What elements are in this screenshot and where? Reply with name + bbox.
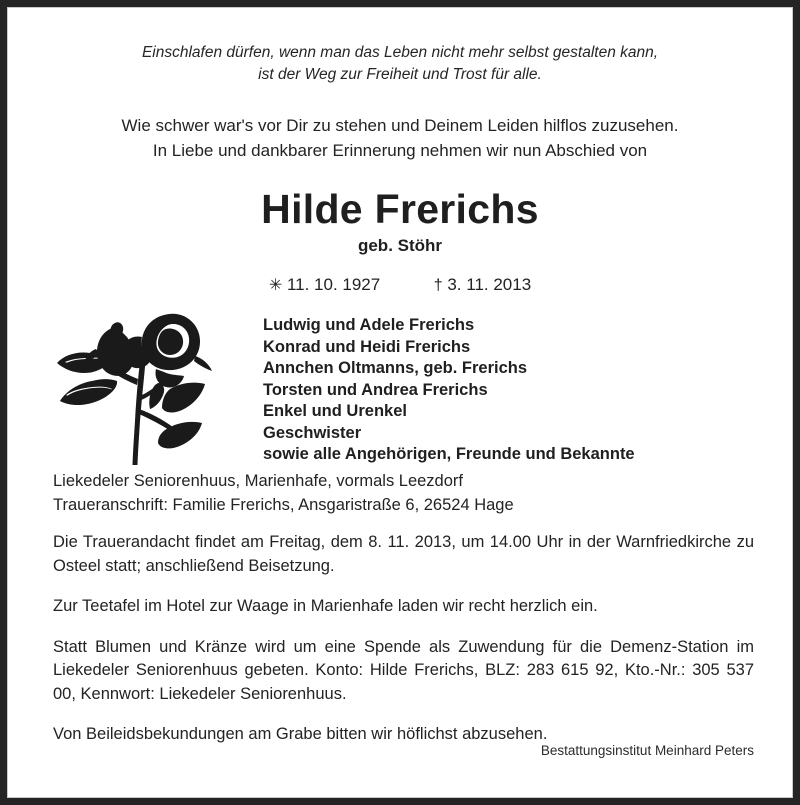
name-block: [8, 186, 792, 257]
death-date: 3. 11. 2013: [447, 275, 532, 294]
condolence-notice: Von Beileidsbekundungen am Grabe bitten wir höflichst abzusehen.: [53, 725, 548, 743]
epigraph: [8, 42, 792, 86]
middle-section: [8, 315, 792, 485]
mourner-line: sowie alle Angehörigen, Freunde und Bekannte: [263, 445, 635, 463]
rose-icon: [52, 309, 227, 474]
intro-line-1: Wie schwer war's vor Dir zu stehen und Deinem Leiden hilflos zuzusehen.: [121, 116, 679, 135]
body-text: [53, 470, 754, 764]
service-notice: Die Trauerandacht findet am Freitag, dem 8. 11. 2013, um 14.00 Uhr in der Warnfriedkirche zu Osteel statt; anschließend Beisetzung.: [53, 533, 754, 575]
deceased-name: Hilde Frerichs: [261, 186, 539, 232]
address-block: [53, 470, 754, 517]
reception-notice: Zur Teetafel im Hotel zur Waage in Marienhafe laden wir recht herzlich ein.: [53, 597, 598, 615]
intro-line-2: In Liebe und dankbarer Erinnerung nehmen wir nun Abschied von: [152, 141, 648, 160]
epigraph-line-1: Einschlafen dürfen, wenn man das Leben nicht mehr selbst gestalten kann,: [141, 44, 659, 61]
donation-notice: Statt Blumen und Kränze wird um eine Spende als Zuwendung für die Demenz-Station im Liekedeler Seniorenhuus gebeten. Konto: Hilde Frerichs, BLZ: 283 615 92, Kto.-Nr.: 305 537 00, Kennwort: Liekedeler Seniorenhuus.: [53, 637, 754, 703]
funeral-home-credit: Bestattungsinstitut Meinhard Peters: [540, 743, 754, 758]
mourners-list: [263, 315, 635, 466]
death-cross-icon: †: [433, 277, 443, 294]
mourner-line: Annchen Oltmanns, geb. Frerichs: [263, 359, 528, 377]
mourner-line: Geschwister: [263, 423, 362, 442]
birth-date: 11. 10. 1927: [286, 275, 381, 294]
mourner-line: Ludwig und Adele Frerichs: [263, 316, 475, 334]
birth-star-icon: ✳: [268, 277, 283, 294]
mourner-line: Torsten und Andrea Frerichs: [263, 380, 488, 399]
notice-inner-frame: [7, 7, 793, 798]
mourner-line: Konrad und Heidi Frerichs: [263, 337, 471, 356]
epigraph-line-2: ist der Weg zur Freiheit und Trost für alle.: [258, 66, 542, 83]
life-dates: [8, 274, 792, 297]
intro-text: [8, 113, 792, 163]
mourner-line: Enkel und Urenkel: [263, 402, 407, 420]
maiden-name: geb. Stöhr: [357, 236, 443, 255]
address-line-2: Traueranschrift: Familie Frerichs, Ansgaristraße 6, 26524 Hage: [53, 495, 514, 514]
address-line-1: Liekedeler Seniorenhuus, Marienhafe, vormals Leezdorf: [53, 472, 463, 490]
